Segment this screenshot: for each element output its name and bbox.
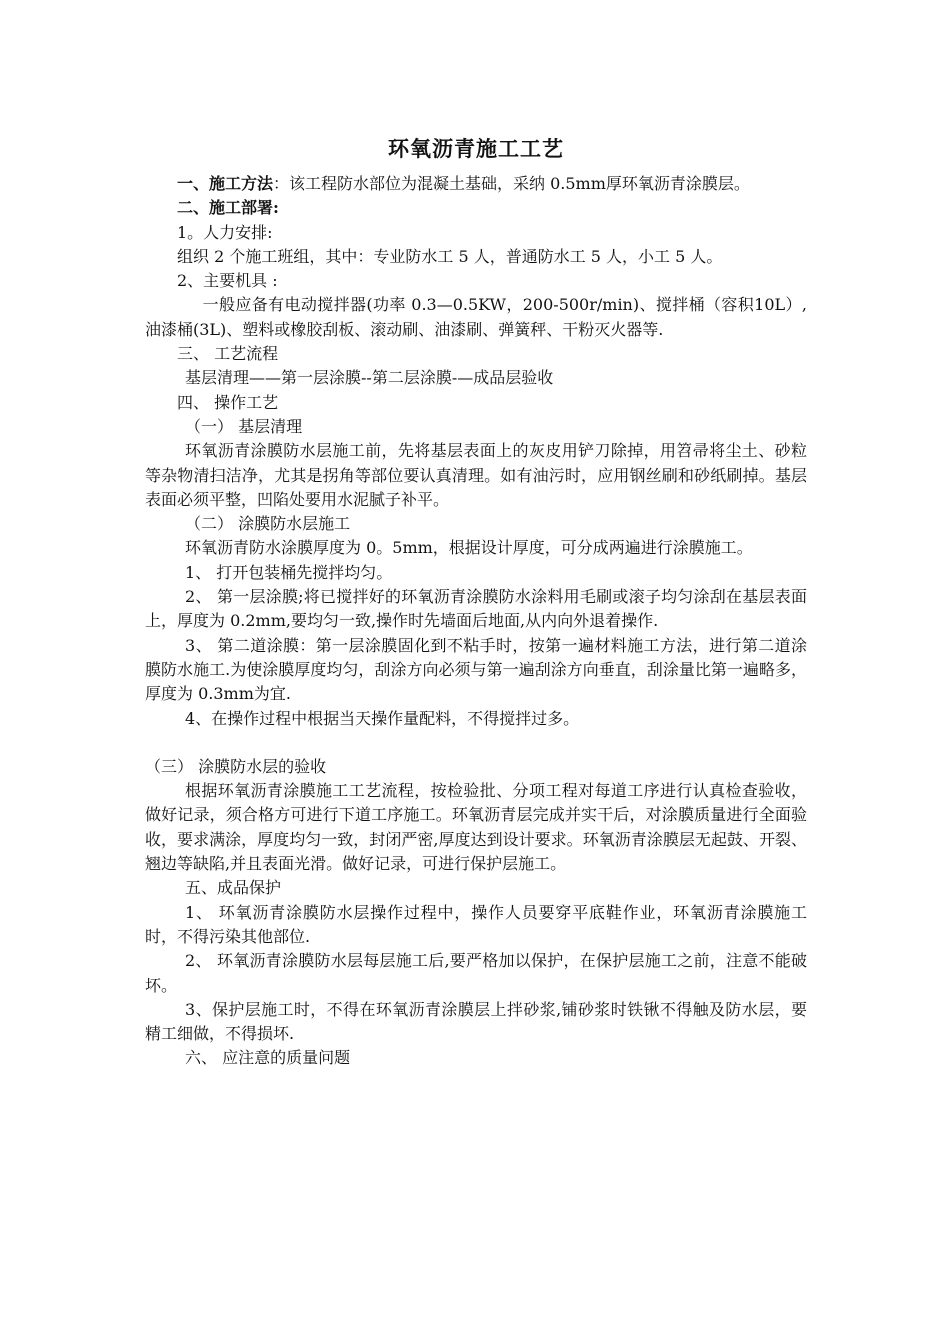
section-2-item-1-text: 组织 2 个施工班组，其中：专业防水工 5 人，普通防水工 5 人，小工 5 人。 — [177, 246, 723, 266]
section-4-a-title: （一） 基层清理 — [185, 416, 303, 436]
section-5-heading: 五、成品保护 — [185, 878, 282, 898]
section-6-heading: 六、 应注意的质量问题 — [185, 1048, 351, 1068]
section-2-item-2-title: 2、主要机具 : — [177, 271, 278, 291]
section-5-item-1: 1、 环氧沥青涂膜防水层操作过程中，操作人员要穿平底鞋作业，环氧沥青涂膜施工时，不得污染其他部位. — [145, 902, 807, 946]
section-4-heading: 四、 操作工艺 — [177, 392, 279, 412]
section-1-text: ：该工程防水部位为混凝土基础，采纳 0.5mm厚环氧沥青涂膜层。 — [273, 174, 750, 193]
section-1-heading: 一、施工方法 — [177, 174, 274, 193]
section-4-b-item-3: 3、 第二道涂膜：第一层涂膜固化到不粘手时，按第一遍材料施工方法，进行第二道涂膜防水施工.为使涂膜厚度均匀，刮涂方向必须与第一遍刮涂方向垂直，刮涂量比第一遍略多，厚度为 0.3mm为宜. — [145, 635, 807, 704]
document-title: 环氧沥青施工工艺 — [388, 136, 564, 161]
section-2-item-1-title: 1。人力安排: — [177, 222, 273, 242]
section-5-item-2: 2、 环氧沥青涂膜防水层每层施工后,要严格加以保护，在保护层施工之前，注意不能破坏。 — [145, 951, 807, 995]
section-4-b-item-1: 1、 打开包装桶先搅拌均匀。 — [185, 562, 393, 582]
section-4-b-item-4: 4、在操作过程中根据当天操作量配料，不得搅拌过多。 — [185, 708, 580, 728]
section-4-b-text: 环氧沥青防水涂膜厚度为 0。5mm，根据设计厚度，可分成两遍进行涂膜施工。 — [185, 538, 753, 558]
section-3-text: 基层清理——第一层涂膜--第二层涂膜-—成品层验收 — [185, 368, 554, 388]
section-4-c-text: 根据环氧沥青涂膜施工工艺流程，按检验批、分项工程对每道工序进行认真检查验收，做好记录，须合格方可进行下道工序施工。环氧沥青层完成并实干后，对涂膜质量进行全面验收，要求满涂，厚度均匀一致，封闭严密,厚度达到设计要求。环氧沥青涂膜层无起鼓、开裂、翘边等缺陷,并且表面光滑。做好记录，可进行保护层施工。 — [145, 781, 807, 874]
section-4-a-text: 环氧沥青涂膜防水层施工前，先将基层表面上的灰皮用铲刀除掉，用笤帚将尘土、砂粒等杂物清扫洁净，尤其是拐角等部位要认真清理。如有油污时，应用钢丝刷和砂纸刷掉。基层表面必须平整，凹陷处要用水泥腻子补平。 — [145, 441, 807, 509]
section-5-item-3: 3、保护层施工时，不得在环氧沥青涂膜层上拌砂浆,铺砂浆时铁锹不得触及防水层，要精工细做，不得损坏. — [145, 999, 807, 1044]
section-4-b-item-2: 2、 第一层涂膜;将已搅拌好的环氧沥青涂膜防水涂料用毛刷或滚子均匀涂刮在基层表面上，厚度为 0.2mm,要均匀一致,操作时先墙面后地面,从内向外退着操作. — [145, 587, 807, 631]
paragraph-gap — [145, 731, 807, 755]
document-page — [145, 128, 807, 1071]
section-1 — [145, 172, 807, 196]
section-4-c-title: （三） 涂膜防水层的验收 — [145, 756, 327, 776]
section-2-heading: 二、施工部署: — [177, 198, 279, 218]
section-2-item-2-text: 一般应备有电动搅拌器(功率 0.3—0.5KW，200-500r/min)、搅拌桶（容积10L）,油漆桶(3L)、塑料或橡胶刮板、滚动刷、油漆刷、弹簧秤、干粉灭火器等. — [145, 295, 807, 339]
section-4-b-title: （二） 涂膜防水层施工 — [185, 514, 351, 534]
section-3-heading: 三、 工艺流程 — [177, 344, 279, 364]
